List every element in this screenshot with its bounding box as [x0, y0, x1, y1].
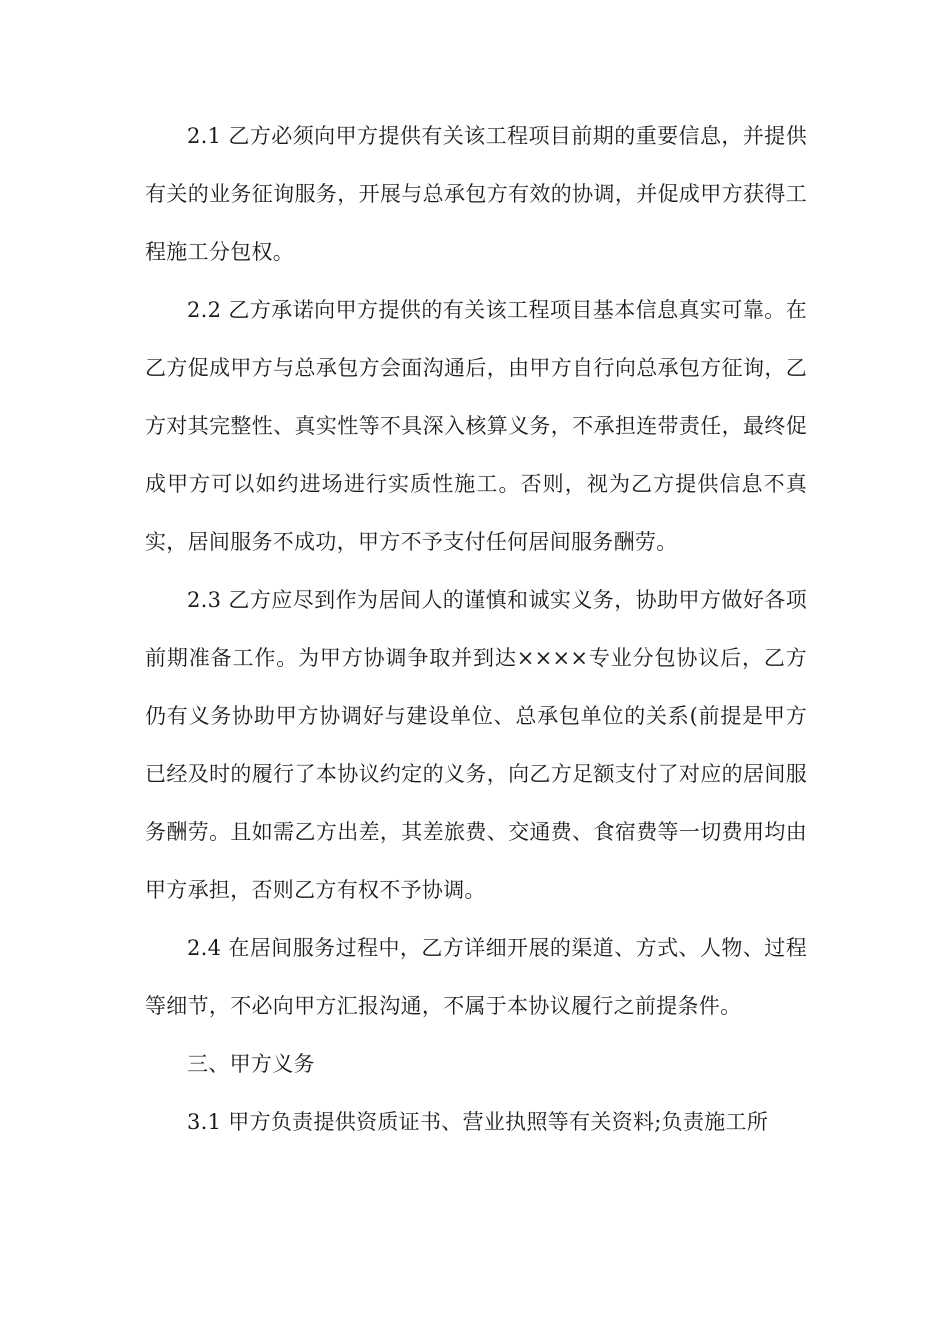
document-body [145, 107, 807, 1151]
clause-2-1: 2.1 乙方必须向甲方提供有关该工程项目前期的重要信息，并提供有关的业务征询服务，开展与总承包方有效的协调，并促成甲方获得工程施工分包权。 [145, 124, 807, 264]
clause-3-1: 3.1 甲方负责提供资质证书、营业执照等有关资料;负责施工所 [187, 1110, 769, 1134]
clause-2-3: 2.3 乙方应尽到作为居间人的谨慎和诚实义务，协助甲方做好各项前期准备工作。为甲方协调争取并到达××××专业分包协议后，乙方仍有义务协助甲方协调好与建设单位、总承包单位的关系(前提是甲方已经及时的履行了本协议约定的义务，向乙方足额支付了对应的居间服务酬劳。且如需乙方出差，其差旅费、交通费、食宿费等一切费用均由甲方承担，否则乙方有权不予协调。 [145, 588, 807, 902]
clause-2-4: 2.4 在居间服务过程中，乙方详细开展的渠道、方式、人物、过程等细节，不必向甲方汇报沟通，不属于本协议履行之前提条件。 [145, 936, 807, 1018]
clause-2-2: 2.2 乙方承诺向甲方提供的有关该工程项目基本信息真实可靠。在乙方促成甲方与总承包方会面沟通后，由甲方自行向总承包方征询，乙方对其完整性、真实性等不具深入核算义务，不承担连带责任，最终促成甲方可以如约进场进行实质性施工。否则，视为乙方提供信息不真实，居间服务不成功，甲方不予支付任何居间服务酬劳。 [145, 298, 807, 554]
section-heading-party-a-obligations: 三、甲方义务 [187, 1052, 315, 1076]
